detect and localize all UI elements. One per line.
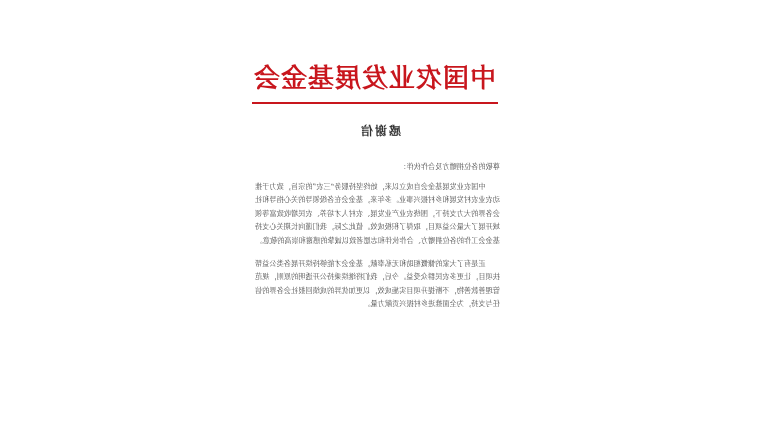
paragraph-2: 正是有了大家的慷慨相助和无私奉献，基金会才能够持续开展各类公益帮扶项目，让更多农民群众受益。今后，我们将继续秉持公开透明的原则，规范管理善款善物，不断提升项目实施成效，以更加优异的成绩回报社会各界的信任与支持，为全面推进乡村振兴贡献力量。 <box>255 258 500 309</box>
paragraph-1: 中国农业发展基金会自成立以来，始终坚持服务“三农”的宗旨，致力于推动农业农村发展和乡村振兴事业。多年来，基金会在各级领导的关心指导和社会各界的大力支持下，围绕农业产业发展、农村人才培养、农民增收致富等领域开展了大量公益项目，取得了积极成效。值此之际，我们谨向长期关心支持基金会工作的各位捐赠方、合作伙伴和志愿者致以诚挚的感谢和崇高的敬意。 <box>255 181 500 245</box>
organization-name: 中国农业发展基金会 <box>253 64 497 94</box>
letter-body <box>255 160 500 320</box>
document-title: 感谢信 <box>359 124 402 138</box>
salutation: 尊敬的各位捐赠方及合作伙伴： <box>399 162 500 171</box>
letterhead <box>250 58 500 95</box>
letterhead-divider <box>252 102 498 104</box>
